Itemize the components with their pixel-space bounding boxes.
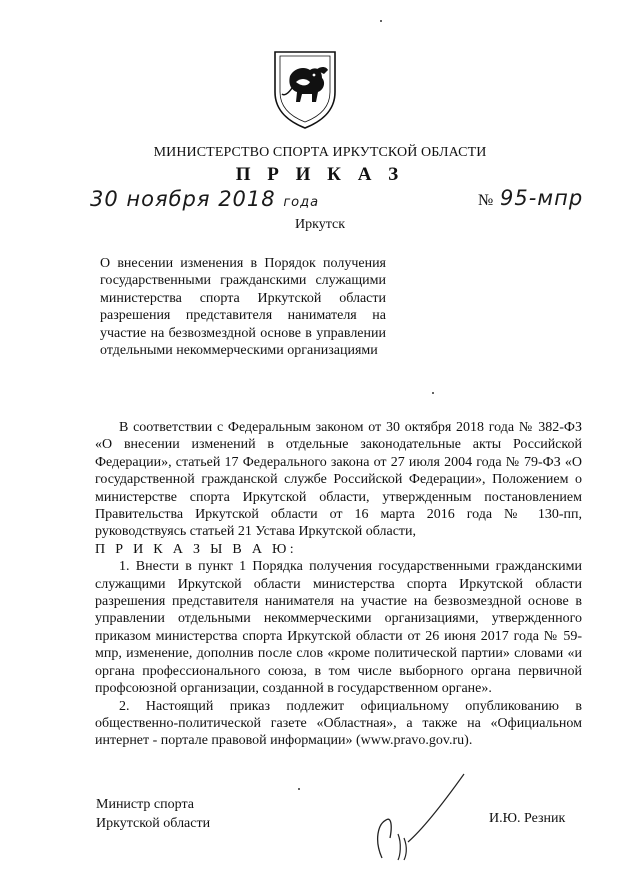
- order-subject: О внесении изменения в Порядок получения государственными гражданскими служащими министерства спорта Иркутской области разрешения представителя нанимателя на участие на безвозмездной основе в управлении отдельными некоммерческими организациями: [100, 256, 386, 359]
- order-word: П Р И К А З Ы В А Ю:: [95, 541, 297, 557]
- irkutsk-coat-of-arms-icon: [272, 48, 338, 130]
- signatory-title: [96, 795, 210, 833]
- handwritten-order-number: 95-мпр: [500, 186, 584, 210]
- signatory-title-line2: Иркутской области: [96, 816, 211, 831]
- signatory-name: И.Ю. Резник: [489, 811, 566, 826]
- city: Иркутск: [294, 217, 346, 232]
- order-item-1: 1. Внести в пункт 1 Порядка получения государственными гражданскими служащими Иркутской области министерства спорта Иркутской области разрешения представителя нанимателя на участие на безвозмездной основе в управлении отдельными некоммерческими организациями, утвержденного приказом министерства спорта Иркутской области от 26 июня 2017 года № 59-мпр, изменение, дополнив после слов «кроме политической партии» словами «и органа профессионального союза, в том числе выборного органа первичной профсоюзной организации, созданной в государственном органе».: [95, 559, 582, 697]
- number-sign: №: [478, 192, 494, 209]
- date-suffix: года: [283, 195, 320, 210]
- ministry-name: МИНИСТЕРСТВО СПОРТА ИРКУТСКОЙ ОБЛАСТИ: [153, 145, 487, 160]
- handwritten-signature: [368, 768, 468, 864]
- scan-speck: [298, 788, 300, 790]
- scan-speck: [432, 392, 434, 394]
- preamble: В соответствии с Федеральным законом от 30 октября 2018 года № 382-ФЗ «О внесении изменений в отдельные законодательные акты Российской Федерации», статьей 17 Федерального закона от 27 июля 2004 года № 79-ФЗ «О государственной гражданской службе Российской Федерации», Положением о министерстве спорта Иркутской области, утвержденным постановлением Правительства Иркутской области от 16 марта 2016 года № 130-пп, руководствуясь статьей 21 Устава Иркутской области,: [95, 420, 582, 540]
- scan-speck: [380, 20, 382, 22]
- order-item-2: 2. Настоящий приказ подлежит официальному опубликованию в общественно-политической газете «Областная», а также на «Официальном интернет - портале правовой информации» (www.pravo.gov.ru).: [95, 698, 582, 749]
- document-type: П Р И К А З: [235, 164, 405, 185]
- date-value: 30 ноября 2018: [90, 187, 276, 211]
- signatory-title-line1: Министр спорта: [96, 797, 194, 812]
- handwritten-date: [90, 187, 319, 211]
- order-body: [95, 419, 582, 750]
